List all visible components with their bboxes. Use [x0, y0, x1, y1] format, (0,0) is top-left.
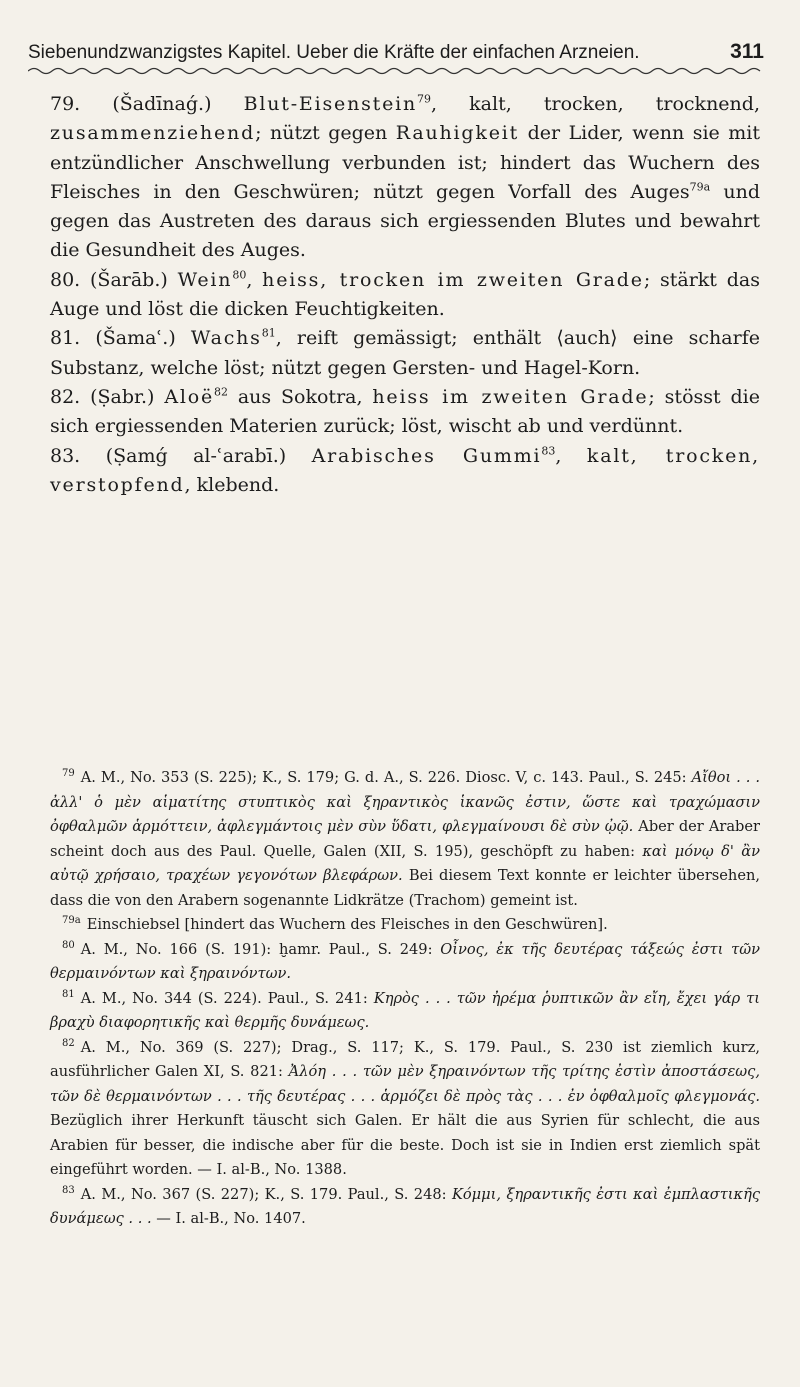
entry-82: 82. (Ṣabr.) Aloë$^{82}$ aus Sokotra, heiss im zweiten Grade; stösst die sich ergiessenden Materien zurück; löst, wischt ab und verdünnt.	[50, 385, 760, 438]
footnote-81: $^{81}$ A. M., No. 344 (S. 224). Paul., S. 241: Κηρὸς . . . τῶν ἠρέμα ῥυπτικῶν ἂν εἴη, ἔχει γάρ τι βραχὺ διαφορητικῆς καὶ θερμῆς δυνάμεως.	[50, 988, 760, 1031]
footnote-80: $^{80}$ A. M., No. 166 (S. 191): ḫamr. Paul., S. 249: Οἶνος, ἐκ τῆς δευτέρας τάξεώς ἐστι τῶν θερμαινόντων καὶ ξηραινόντων.	[50, 939, 760, 982]
entry-79: 79. (Šadīnaǵ.) Blut-Eisenstein$^{79}$, kalt, trocken, trocknend, zusammenziehend; nützt gegen Rauhigkeit der Lider, wenn sie mit entzündlicher Anschwellung verbunden ist; hindert das Wuchern des Fleisches in den Geschwüren; nützt gegen Vorfall des Auges$^{79a}$ und gegen das Austreten des daraus sich ergiessenden Blutes und bewahrt die Gesundheit des Auges.	[50, 92, 760, 262]
wavy-rule	[28, 66, 764, 76]
entry-head: Arabisches Gummi	[311, 444, 542, 467]
entry-head: Wein	[177, 268, 233, 291]
footnote-82: $^{82}$ A. M., No. 369 (S. 227); Drag., S. 117; K., S. 179. Paul., S. 230 ist ziemlich kurz, ausführlicher Galen XI, S. 821: Ἀλόη . . . τῶν μὲν ξηραινόντων τῆς τρίτης ἐστὶν ἀποστάσεως, τῶν δὲ θερμαινόντων . . . τῆς δευτέρας . . . ἁρμόζει δὲ πρὸς τὰς . . . ἐν ὀφθαλμοῖς φλεγμονάς. Bezüglich ihrer Herkunft täuscht sich Galen. Er hält die aus Syrien für schlecht, die aus Arabien für besser, die indische aber für die beste. Doch ist sie in Indien erst ziemlich spät eingeführt worden. — I. al-B., No. 1388.	[50, 1037, 760, 1178]
page-number: 311	[730, 40, 764, 63]
running-header	[28, 40, 764, 64]
entry-83: 83. (Ṣamǵ al-ʿarabī.) Arabisches Gummi$^{83}$, kalt, trocken, verstopfend, klebend.	[50, 444, 760, 496]
main-text	[50, 90, 760, 500]
footnote-79: $^{79}$ A. M., No. 353 (S. 225); K., S. 179; G. d. A., S. 226. Diosc. V, c. 143. Paul., S. 245: Αἴθοι . . . ἀλλ' ὁ μὲν αἱματίτης στυπτικὸς καὶ ξηραντικὸς ἱκανῶς ἐστιν, ὥστε καὶ τραχώμασιν ὀφθαλμῶν ἁρμόττειν, ἀφλεγμάντοις μὲν σὺν ὕδατι, φλεγμαίνουσι δὲ σὺν ᾠῷ. Aber der Araber scheint doch aus des Paul. Quelle, Galen (XII, S. 195), geschöpft zu haben: καὶ μόνῳ δ' ἂν αὐτῷ χρήσαιο, τραχέων γεγονότων βλεφάρων. Bei diesem Text konnte er leichter übersehen, dass die von den Arabern sogenannte Lidkrätze (Trachom) gemeint ist.	[50, 768, 760, 909]
footnote-79a: $^{79a}$ Einschiebsel [hindert das Wuchern des Fleisches in den Geschwüren].	[62, 915, 608, 933]
header-title: Siebenundzwanzigstes Kapitel. Ueber die Kräfte der einfachen Arzneien.	[28, 42, 640, 63]
entry-head: Wachs	[190, 327, 262, 350]
entry-80: 80. (Šarāb.) Wein$^{80}$, heiss, trocken im zweiten Grade; stärkt das Auge und löst die dicken Feuchtigkeiten.	[50, 268, 760, 321]
footnotes	[50, 766, 760, 1232]
entry-81: 81. (Šamaʿ.) Wachs$^{81}$, reift gemässigt; enthält ⟨auch⟩ eine scharfe Substanz, welche löst; nützt gegen Gersten- und Hagel-Korn.	[50, 327, 760, 379]
entry-head: Blut-Eisenstein	[243, 93, 418, 115]
footnote-83: $^{83}$ A. M., No. 367 (S. 227); K., S. 179. Paul., S. 248: Κόμμι, ξηραντικῆς ἐστι καὶ ἐμπλαστικῆς δυνάμεως . . . — I. al-B., No. 1407.	[50, 1184, 760, 1227]
entry-head: Aloë	[164, 385, 214, 408]
